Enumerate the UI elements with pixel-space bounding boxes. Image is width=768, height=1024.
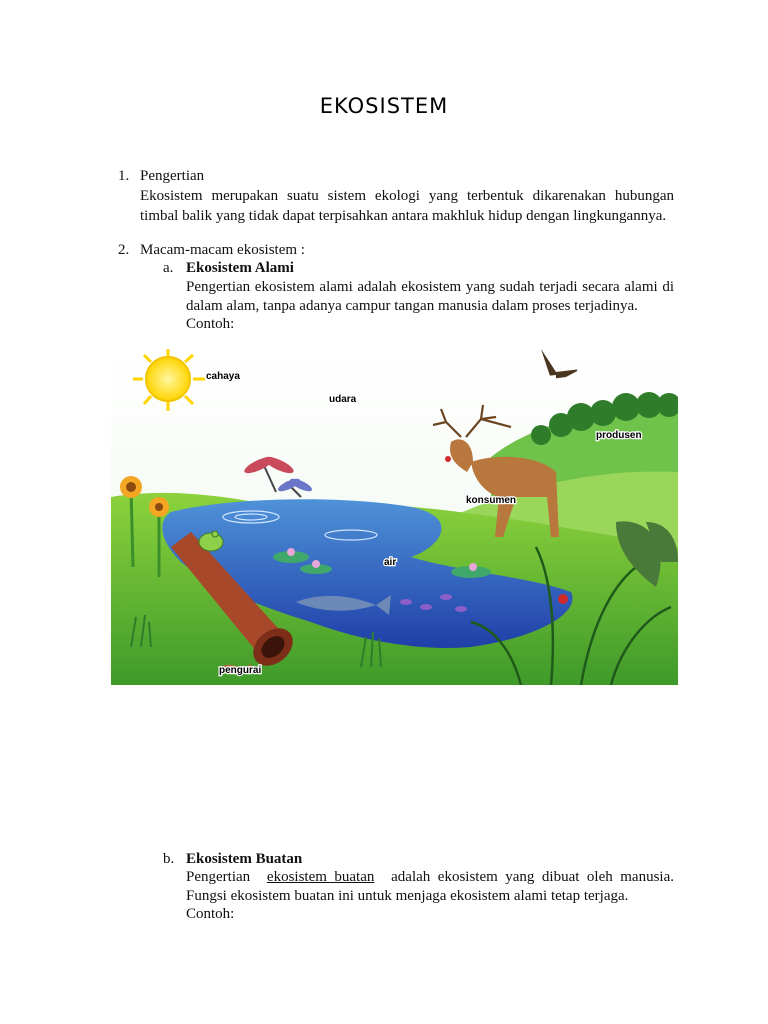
ekosistem-buatan-link[interactable]: ekosistem buatan [266, 869, 375, 885]
subsection-b-letter: b. [163, 851, 175, 867]
section-2-number: 2. [118, 242, 130, 258]
label-produsen: produsen [596, 430, 642, 441]
subsection-b-text-post: adalah ekosistem yang dibuat oleh manusia. [391, 869, 674, 885]
section-1-number: 1. [118, 168, 130, 184]
subsection-a-heading: Ekosistem Alami [186, 260, 294, 276]
section-1-heading: Pengertian [140, 168, 205, 184]
subsection-b-text-line-1 [186, 867, 674, 887]
section-1-text-line-1: Ekosistem merupakan suatu sistem ekologi yang terbentuk dikarenakan hubungan [140, 188, 674, 204]
section-2-heading: Macam-macam ekosistem : [140, 242, 305, 258]
subsection-b-text-line-2: Fungsi ekosistem buatan ini untuk menjaga ekosistem alami tetap terjaga. [186, 888, 629, 904]
label-pengurai: pengurai [219, 665, 262, 676]
label-konsumen: konsumen [466, 495, 517, 506]
subsection-a-text-line-1: Pengertian ekosistem alami adalah ekosistem yang sudah terjadi secara alami di [186, 279, 674, 295]
label-air: air [384, 557, 397, 568]
subsection-b-example-label: Contoh: [186, 906, 235, 922]
subsection-a-example-label: Contoh: [186, 316, 235, 332]
ecosystem-illustration [111, 347, 678, 685]
subsection-a-letter: a. [163, 260, 174, 276]
label-cahaya: cahaya [206, 371, 240, 382]
subsection-a-text-line-2: dalam alam, tanpa adanya campur tangan manusia dalam proses terjadinya. [186, 298, 638, 314]
ladybug [558, 594, 568, 604]
subsection-b-text-pre: Pengertian [186, 869, 251, 885]
label-udara: udara [329, 394, 357, 405]
page-title: EKOSISTEM [319, 94, 449, 118]
subsection-b-heading: Ekosistem Buatan [186, 851, 303, 867]
section-1-text-line-2: timbal balik yang tidak dapat terpisahkan antara makhluk hidup dengan lingkungannya. [140, 208, 667, 224]
